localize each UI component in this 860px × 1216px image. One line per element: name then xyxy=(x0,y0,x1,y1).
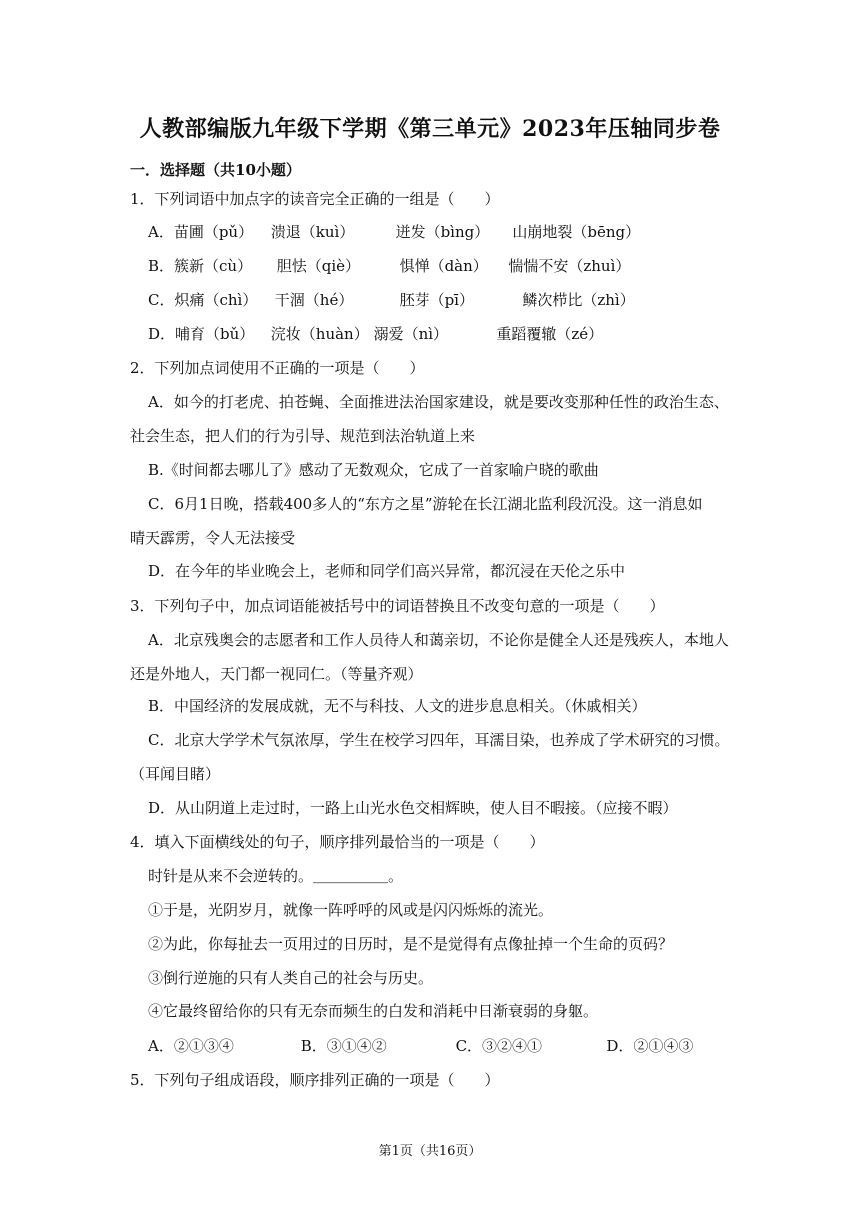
q2-option-c-line-1: C．6月1日晚，搭载400多人的“东方之星”游轮在长江湖北监利段沉没。这一消息如 xyxy=(148,495,703,513)
document-title: 人教部编版九年级下学期《第三单元》2023年压轴同步卷 xyxy=(139,116,721,142)
q4-sentence-3: ③倒行逆施的只有人类自己的社会与历史。 xyxy=(148,969,434,987)
q1-c-item-1: C．炽痛（chì） xyxy=(148,291,258,309)
section-heading: 一．选择题（共10小题） xyxy=(130,161,301,179)
q4-option-a: A．②①③④ xyxy=(148,1037,234,1055)
q1-a-item-3: 迸发（bìng） xyxy=(395,223,490,241)
q1-d-item-1: D．哺育（bǔ） xyxy=(148,325,255,343)
question-5-stem: 5．下列句子组成语段，顺序排列正确的一项是（ ） xyxy=(130,1071,500,1089)
q1-b-item-3: 惧惮（dàn） xyxy=(399,257,488,275)
q1-c-item-2: 干涸（hé） xyxy=(274,291,354,309)
q2-option-d: D．在今年的毕业晚会上，老师和同学们高兴异常，都沉浸在天伦之乐中 xyxy=(148,562,626,580)
q4-option-c: C．③②④① xyxy=(455,1037,543,1055)
q2-option-c-line-2: 晴天霹雳，令人无法接受 xyxy=(130,529,296,547)
q3-option-b: B．中国经济的发展成就，无不与科技、人文的进步息息相关。（休戚相关） xyxy=(148,697,647,715)
q1-b-item-1: B．簇新（cù） xyxy=(148,257,253,275)
q4-sentence-4: ④它最终留给你的只有无奈而频生的白发和消耗中日渐衰弱的身躯。 xyxy=(148,1002,599,1020)
q3-option-d: D．从山阴道上走过时，一路上山光水色交相辉映，使人目不暇接。（应接不暇） xyxy=(148,799,678,817)
q1-option-row-d xyxy=(148,324,603,344)
question-2-stem: 2．下列加点词使用不正确的一项是（ ） xyxy=(130,359,425,377)
q1-c-item-3: 胚芽（pī） xyxy=(399,291,474,309)
q1-a-item-4: 山崩地裂（bēng） xyxy=(512,223,641,241)
q4-lead-sentence: 时针是从来不会逆转的。＿＿＿＿＿。 xyxy=(148,867,404,885)
q3-option-a-line-1: A．北京残奥会的志愿者和工作人员待人和蔼亲切，不论你是健全人还是残疾人，本地人 xyxy=(148,631,729,649)
q4-sentence-2: ②为此，你每扯去一页用过的日历时，是不是觉得有点像扯掉一个生命的页码？ xyxy=(148,935,674,953)
q2-option-a-line-1: A．如今的打老虎、拍苍蝇、全面推进法治国家建设，就是要改变那种任性的政治生态、 xyxy=(148,393,729,411)
q1-b-item-2: 胆怯（qiè） xyxy=(276,257,361,275)
q3-option-c-line-1: C．北京大学学术气氛浓厚，学生在校学习四年，耳濡目染，也养成了学术研究的习惯。 xyxy=(148,731,730,749)
q4-option-d: D．②①④③ xyxy=(606,1037,694,1055)
q1-a-item-1: A．苗圃（pǔ） xyxy=(148,223,254,241)
q2-option-a-line-2: 社会生态，把人们的行为引导、规范到法治轨道上来 xyxy=(130,427,476,445)
q1-option-row-c xyxy=(148,290,635,310)
q1-b-item-4: 惴惴不安（zhuì） xyxy=(508,257,631,275)
question-4-stem: 4．填入下面横线处的句子，顺序排列最恰当的一项是（ ） xyxy=(130,833,545,851)
q4-sentence-1: ①于是，光阴岁月，就像一阵呼呼的风或是闪闪烁烁的流光。 xyxy=(148,901,554,919)
page-footer: 第1页（共16页） xyxy=(378,1144,482,1159)
q1-option-row-a xyxy=(148,222,640,242)
q1-c-item-4: 鳞次栉比（zhì） xyxy=(522,291,635,309)
q1-a-item-2: 溃退（kuì） xyxy=(270,223,355,241)
q1-d-item-4: 重蹈覆辙（zé） xyxy=(496,325,604,343)
q4-option-b: B．③①④② xyxy=(300,1037,387,1055)
q1-option-row-b xyxy=(148,256,630,276)
q1-d-item-2: 浣妆（huàn） xyxy=(270,325,369,343)
q3-option-a-line-2: 还是外地人，天门都一视同仁。（等量齐观） xyxy=(130,665,423,683)
q4-options-row xyxy=(148,1036,693,1056)
q2-option-b: B.《时间都去哪儿了》感动了无数观众，它成了一首家喻户晓的歌曲 xyxy=(148,461,599,479)
question-3-stem: 3．下列句子中，加点词语能被括号中的词语替换且不改变句意的一项是（ ） xyxy=(130,597,665,615)
q1-d-item-3: 溺爱（nì） xyxy=(373,325,449,343)
question-1-stem: 1．下列词语中加点字的读音完全正确的一组是（ ） xyxy=(130,190,500,208)
q3-option-c-line-2: （耳闻目睹） xyxy=(130,765,221,783)
